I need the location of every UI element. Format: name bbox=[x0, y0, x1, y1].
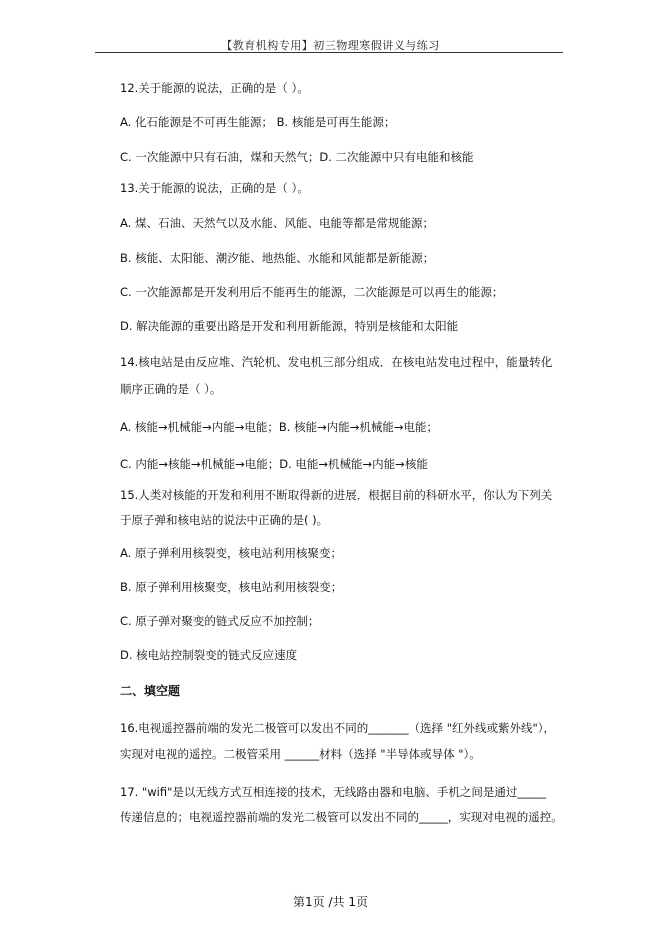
q12-stem: 12.关于能源的说法，正确的是（ ）。 bbox=[120, 81, 309, 95]
q15-option-c: C. 原子弹对聚变的链式反应不加控制； bbox=[120, 614, 320, 628]
q15-option-b: B. 原子弹利用核聚变，核电站利用核裂变； bbox=[120, 580, 343, 594]
page-number: 第1页 /共 1页 bbox=[293, 895, 368, 909]
section-title-fill-in: 二、填空题 bbox=[120, 684, 181, 698]
q14-stem-line1: 14.核电站是由反应堆、汽轮机、发电机三部分组成．在核电站发电过程中，能量转化 bbox=[120, 355, 553, 369]
q16-line1: 16.电视遥控器前端的发光二极管可以发出不同的_______（选择 "红外线或紫外线"）， bbox=[120, 721, 556, 735]
q12-options-cd: C. 一次能源中只有石油，煤和天然气；D. 二次能源中只有电能和核能 bbox=[120, 150, 474, 164]
q14-options-cd: C. 内能→核能→机械能→电能；D. 电能→机械能→内能→核能 bbox=[120, 457, 428, 471]
q15-stem-line2: 于原子弹和核电站的说法中正确的是( )。 bbox=[120, 513, 329, 527]
q16-line2: 实现对电视的遥控。二极管采用 ______材料（选择 "半导体或导体 "）。 bbox=[120, 747, 481, 761]
q14-stem-line2: 顺序正确的是（ ）。 bbox=[120, 382, 222, 396]
header-divider bbox=[95, 52, 563, 53]
q15-stem-line1: 15.人类对核能的开发和利用不断取得新的进展．根据目前的科研水平，你认为下列关 bbox=[120, 488, 553, 502]
q13-option-b: B. 核能、太阳能、潮汐能、地热能、水能和风能都是新能源； bbox=[120, 251, 435, 265]
q13-option-c: C. 一次能源都是开发利用后不能再生的能源，二次能源是可以再生的能源； bbox=[120, 285, 504, 299]
q17-line2: 传递信息的；电视遥控器前端的发光二极管可以发出不同的_____，实现对电视的遥控。 bbox=[120, 810, 563, 824]
q14-options-ab: A. 核能→机械能→内能→电能；B. 核能→内能→机械能→电能； bbox=[120, 420, 438, 434]
document-header: 【教育机构专用】初三物理寒假讲义与练习 bbox=[221, 39, 440, 52]
q13-option-d: D. 解决能源的重要出路是开发和利用新能源，特别是核能和太阳能 bbox=[120, 319, 459, 333]
q15-option-d: D. 核电站控制裂变的链式反应速度 bbox=[120, 648, 298, 662]
q17-line1: 17. "wifi"是以无线方式互相连接的技术，无线路由器和电脑、手机之间是通过_____ bbox=[120, 785, 547, 799]
q15-option-a: A. 原子弹利用核裂变，核电站利用核聚变； bbox=[120, 546, 342, 560]
q12-options-ab: A. 化石能源是不可再生能源； B. 核能是可再生能源； bbox=[120, 115, 396, 129]
q13-stem: 13.关于能源的说法，正确的是（ ）。 bbox=[120, 181, 309, 195]
q13-option-a: A. 煤、石油、天然气以及水能、风能、电能等都是常规能源； bbox=[120, 216, 434, 230]
